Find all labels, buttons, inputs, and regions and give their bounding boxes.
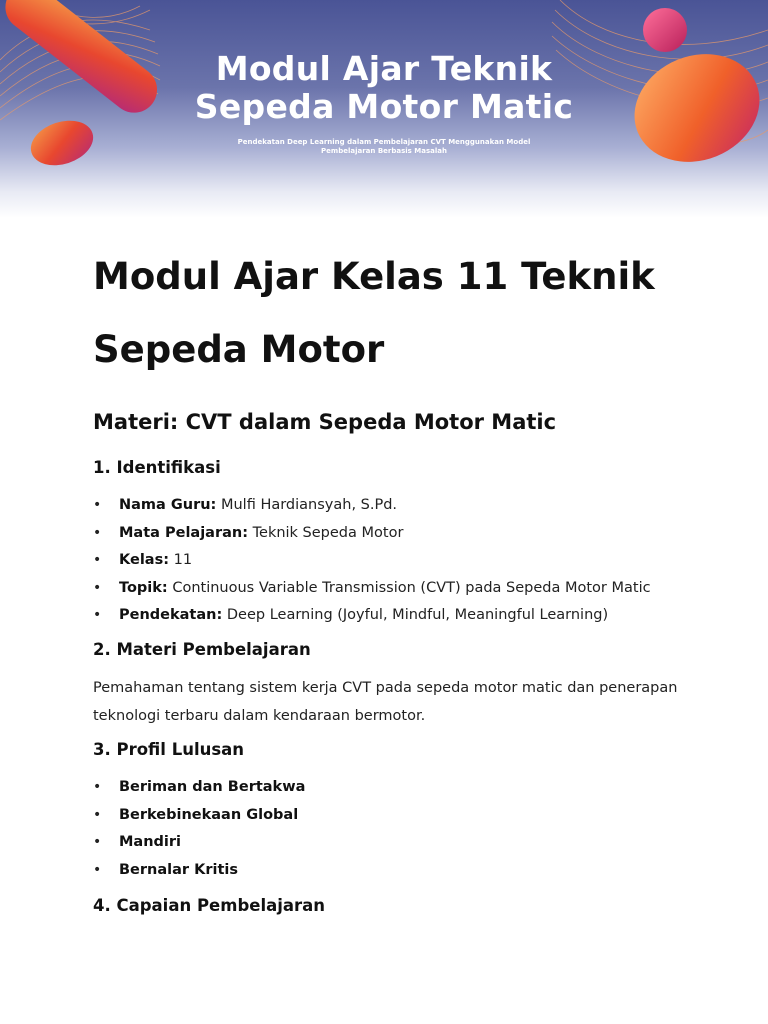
bullet-icon: • <box>93 497 102 513</box>
list-item <box>93 857 693 885</box>
bullet-icon: • <box>93 579 102 596</box>
item-value: 11 <box>173 552 193 569</box>
identifikasi-list <box>93 492 693 630</box>
list-item <box>93 492 693 520</box>
item-label: Mata Pelajaran: <box>119 524 249 541</box>
item-value: Deep Learning (Joyful, Mindful, Meaningful Learning) <box>226 607 609 624</box>
document-title-line2: Sepeda Motor <box>93 328 385 371</box>
list-item <box>93 774 693 802</box>
bullet-icon: • <box>93 524 102 541</box>
item-label: Kelas: <box>119 552 169 569</box>
item-label: Nama Guru: <box>119 497 217 513</box>
list-item <box>93 602 693 630</box>
banner-subtitle: Pendekatan Deep Learning dalam Pembelajaran CVT Menggunakan Model Pembelajaran Berbasis Masalah <box>237 138 531 155</box>
item-value: Teknik Sepeda Motor <box>252 524 404 541</box>
item-label: Berkebinekaan Global <box>119 806 299 823</box>
list-item <box>93 575 693 603</box>
list-item <box>93 829 693 857</box>
section-heading-identifikasi: 1. Identifikasi <box>93 458 221 477</box>
bullet-icon: • <box>93 552 102 569</box>
item-label: Pendekatan: <box>119 607 223 624</box>
list-item <box>93 520 693 548</box>
item-label: Mandiri <box>119 834 182 851</box>
item-label: Topik: <box>119 579 168 596</box>
banner-title-line2: Sepeda Motor Matic <box>194 87 574 126</box>
document-title <box>93 240 693 386</box>
bullet-icon: • <box>93 834 102 851</box>
bullet-icon: • <box>93 806 102 823</box>
materi-paragraph: Pemahaman tentang sistem kerja CVT pada sepeda motor matic dan penerapan teknologi terbaru dalam kendaraan bermotor. <box>93 679 678 724</box>
document-body <box>93 240 693 918</box>
bullet-icon: • <box>93 607 102 624</box>
cover-banner <box>0 0 768 218</box>
list-item <box>93 547 693 575</box>
bullet-icon: • <box>93 861 102 878</box>
section-heading-profil: 3. Profil Lulusan <box>93 739 245 759</box>
profil-list <box>93 774 693 884</box>
item-value: Continuous Variable Transmission (CVT) pada Sepeda Motor Matic <box>172 579 651 596</box>
item-label: Bernalar Kritis <box>119 861 238 878</box>
subject-heading: Materi: CVT dalam Sepeda Motor Matic <box>93 410 557 434</box>
list-item <box>93 802 693 830</box>
section-heading-capaian: 4. Capaian Pembelajaran <box>93 896 326 916</box>
section-heading-materi: 2. Materi Pembelajaran <box>93 639 311 659</box>
item-label: Beriman dan Bertakwa <box>119 778 306 795</box>
banner-title-line1: Modul Ajar Teknik <box>215 49 553 88</box>
document-title-line1: Modul Ajar Kelas 11 Teknik <box>93 255 655 298</box>
bullet-icon: • <box>93 778 102 795</box>
banner-title <box>0 50 768 126</box>
item-value: Mulfi Hardiansyah, S.Pd. <box>220 497 398 513</box>
